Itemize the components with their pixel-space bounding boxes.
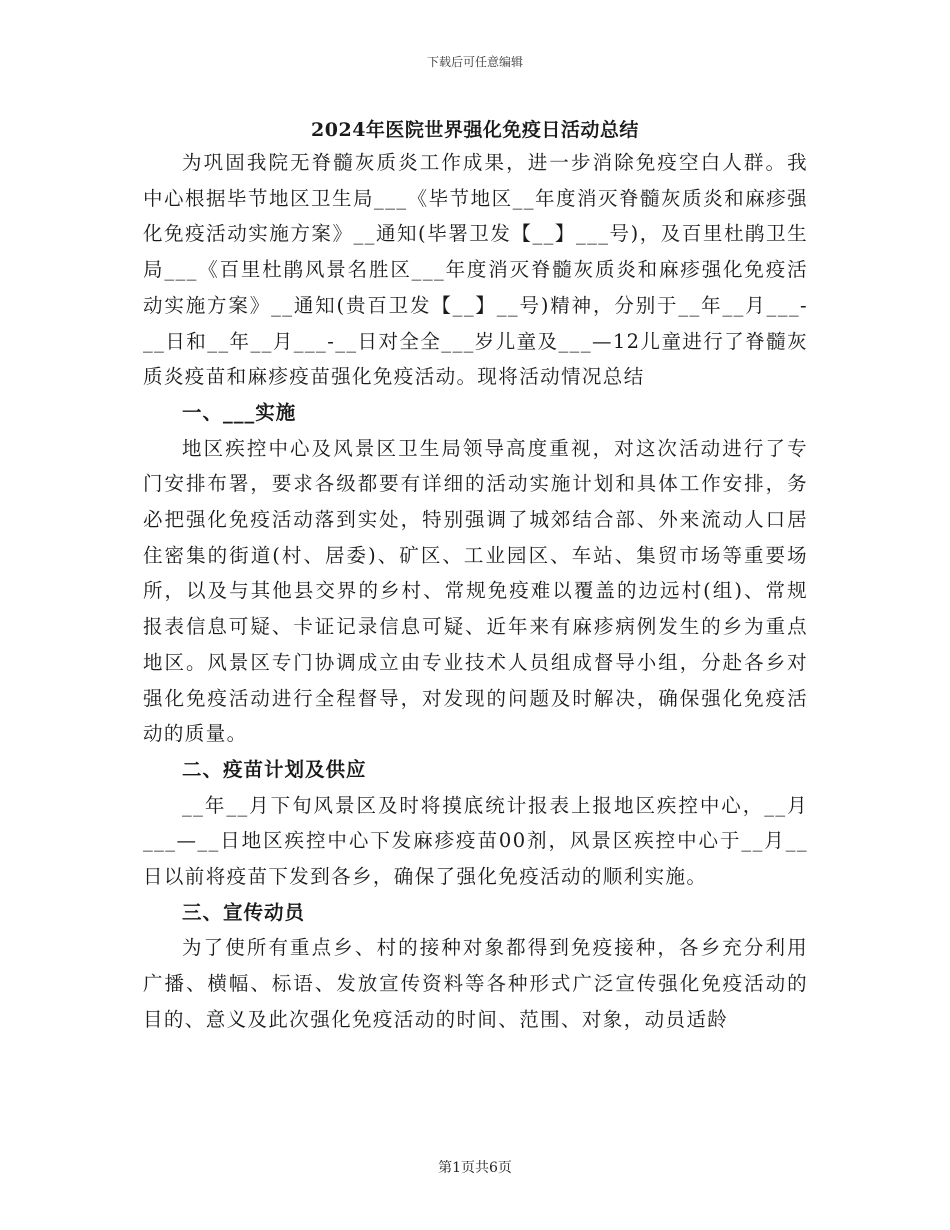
section-body-implementation: 地区疾控中心及风景区卫生局领导高度重视，对这次活动进行了专门安排布署，要求各级都要有详细的活动实施计划和具体工作安排，务必把强化免疫活动落到实处，特别强调了城郊结合部、外来流动人口居住密集的街道(村、居委)、矿区、工业园区、车站、集贸市场等重要场所，以及与其他县交界的乡村、常规免疫难以覆盖的边远村(组)、常规报表信息可疑、卡证记录信息可疑、近年来有麻疹病例发生的乡为重点地区。风景区专门协调成立由专业技术人员组成督导小组，分赴各乡对强化免疫活动进行全程督导，对发现的问题及时解决，确保强化免疫活动的质量。	[143, 436, 808, 746]
document-body	[143, 145, 808, 1038]
intro-paragraph: 为巩固我院无脊髓灰质炎工作成果，进一步消除免疫空白人群。我中心根据毕节地区卫生局___《毕节地区__年度消灭脊髓灰质炎和麻疹强化免疫活动实施方案》__通知(毕署卫发【__】___号)，及百里杜鹃卫生局___《百里杜鹃风景名胜区___年度消灭脊髓灰质炎和麻疹强化免疫活动实施方案》__通知(贵百卫发【__】__号)精神，分别于__年__月___-__日和__年__月___-__日对全全___岁儿童及___—12儿童进行了脊髓灰质炎疫苗和麻疹疫苗强化免疫活动。现将活动情况总结	[143, 151, 808, 389]
section-heading-vaccine-supply: 二、疫苗计划及供应	[182, 757, 367, 781]
document-title: 2024年医院世界强化免疫日活动总结	[311, 119, 639, 141]
section-body-vaccine-supply: __年__月下旬风景区及时将摸底统计报表上报地区疾控中心，__月___—__日地区疾控中心下发麻疹疫苗00剂，风景区疾控中心于__月__日以前将疫苗下发到各乡，确保了强化免疫活动的顺利实施。	[143, 793, 808, 889]
section-heading-publicity: 三、宣传动员	[182, 900, 306, 924]
section-heading-implementation: 一、___实施	[182, 400, 297, 424]
header-note: 下载后可任意编辑	[426, 55, 523, 69]
section-body-publicity: 为了使所有重点乡、村的接种对象都得到免疫接种，各乡充分利用广播、横幅、标语、发放宣传资料等各种形式广泛宣传强化免疫活动的目的、意义及此次强化免疫活动的时间、范围、对象，动员适龄	[143, 936, 808, 1031]
page-number: 第1页共6页	[438, 1160, 512, 1176]
